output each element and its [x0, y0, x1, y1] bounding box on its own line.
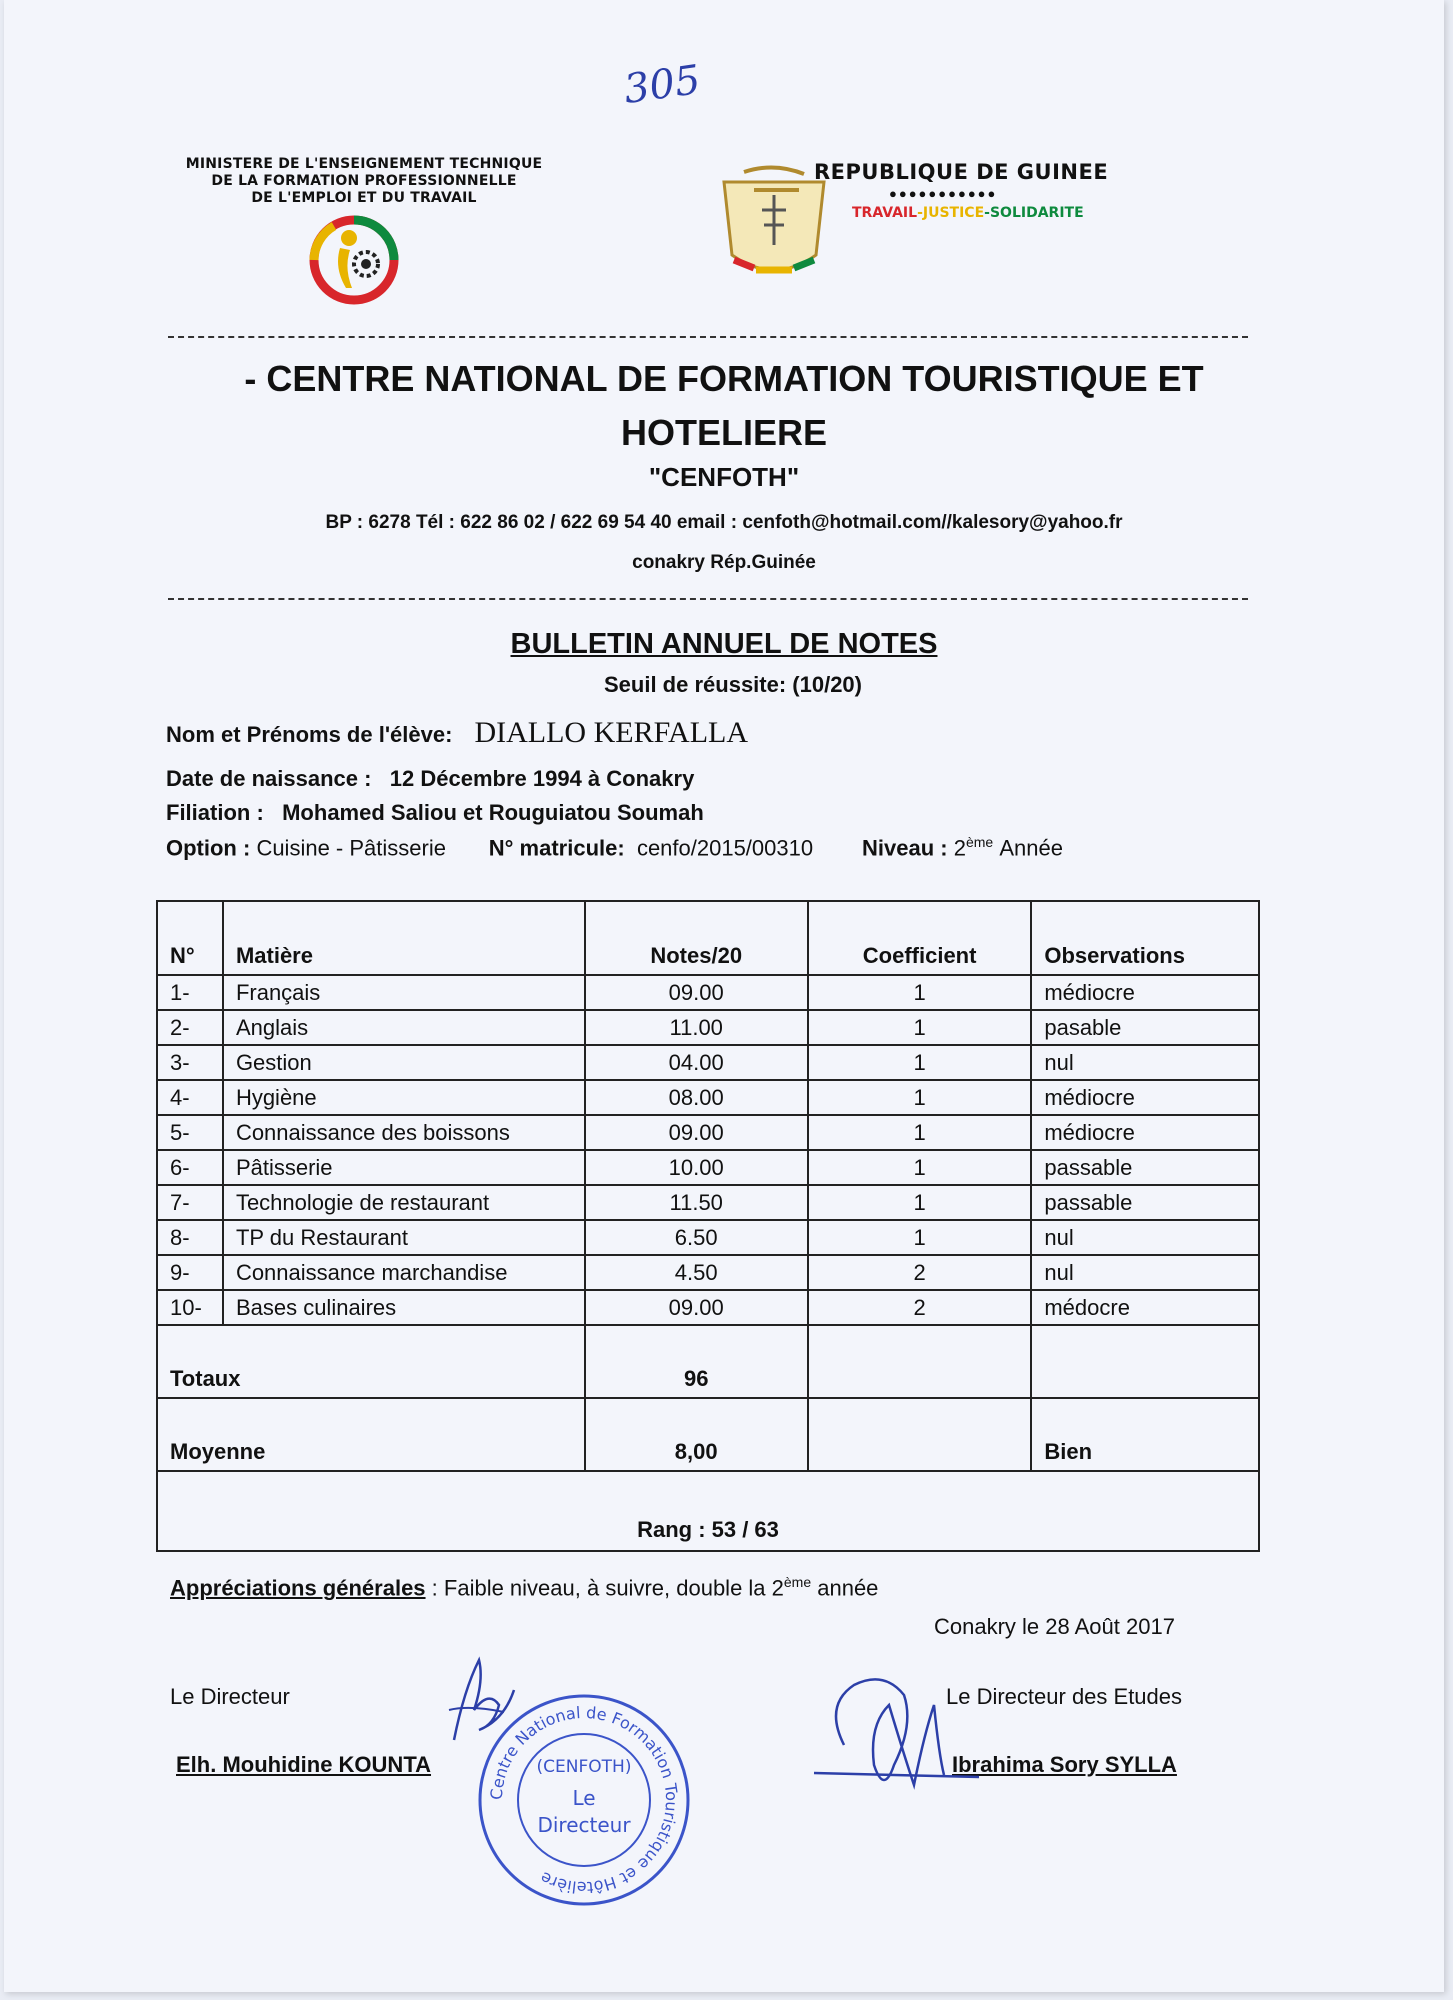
table-header-row — [157, 901, 1259, 975]
table-row — [157, 1010, 1259, 1045]
row-number: 10- — [157, 1290, 223, 1325]
average-observation: Bien — [1031, 1398, 1259, 1471]
row-observation: médiocre — [1031, 975, 1259, 1010]
row-grade: 09.00 — [585, 1290, 808, 1325]
row-coefficient: 1 — [808, 1115, 1031, 1150]
row-observation: médiocre — [1031, 1080, 1259, 1115]
republic-name: REPUBLIQUE DE GUINEE — [814, 160, 1109, 184]
table-row — [157, 1290, 1259, 1325]
row-observation: médiocre — [1031, 1115, 1259, 1150]
table-row — [157, 1220, 1259, 1255]
average-label: Moyenne — [157, 1398, 585, 1471]
ministry-line-3: DE L'EMPLOI ET DU TRAVAIL — [251, 190, 477, 206]
row-grade: 11.00 — [585, 1010, 808, 1045]
studies-director-signature — [804, 1665, 984, 1815]
level-label: Niveau : — [862, 835, 948, 861]
matricule-label: N° matricule: — [488, 835, 625, 861]
header-number: N° — [157, 901, 223, 975]
appreciation-text: Faible niveau, à suivre, double la 2 — [443, 1575, 784, 1601]
row-coefficient: 2 — [808, 1255, 1031, 1290]
ministry-line-1: MINISTERE DE L'ENSEIGNEMENT TECHNIQUE — [185, 156, 543, 172]
header-subject: Matière — [223, 901, 585, 975]
filiation-value: Mohamed Saliou et Rouguiatou Soumah — [282, 800, 704, 825]
stamp-acronym: (CENFOTH) — [536, 1757, 632, 1777]
row-subject: Technologie de restaurant — [223, 1185, 585, 1220]
row-observation: nul — [1031, 1255, 1259, 1290]
row-grade: 10.00 — [585, 1150, 808, 1185]
handwritten-number: 305 — [621, 56, 704, 114]
totals-value: 96 — [585, 1325, 808, 1398]
row-number: 5- — [157, 1115, 223, 1150]
option-line — [166, 834, 1063, 861]
motto-word-1: TRAVAIL — [852, 205, 918, 221]
appreciation-colon: : — [425, 1575, 444, 1601]
director-name: Elh. Mouhidine KOUNTA — [176, 1752, 432, 1777]
institution-contact: BP : 6278 Tél : 622 86 02 / 622 69 54 40 email : cenfoth@hotmail.com//kalesory@yahoo.fr — [325, 512, 1123, 533]
birth-line — [166, 766, 694, 792]
row-subject: Bases culinaires — [223, 1290, 585, 1325]
appreciation-superscript: ème — [783, 1574, 812, 1590]
appreciation-label: Appréciations générales — [170, 1575, 426, 1601]
row-subject: Pâtisserie — [223, 1150, 585, 1185]
row-coefficient: 1 — [808, 1185, 1031, 1220]
level-word: Année — [999, 835, 1063, 861]
header-observations: Observations — [1031, 901, 1259, 975]
row-number: 9- — [157, 1255, 223, 1290]
row-observation: nul — [1031, 1220, 1259, 1255]
document-page — [4, 0, 1444, 1992]
average-row — [157, 1398, 1259, 1471]
table-row — [157, 1080, 1259, 1115]
row-subject: Gestion — [223, 1045, 585, 1080]
totals-row — [157, 1325, 1259, 1398]
birth-value: 12 Décembre 1994 à Conakry — [389, 766, 695, 791]
totals-observation-cell — [1031, 1325, 1259, 1398]
director-signature — [434, 1650, 524, 1760]
rank-row — [157, 1471, 1259, 1551]
motto-word-2: JUSTICE — [922, 205, 985, 221]
row-coefficient: 1 — [808, 1150, 1031, 1185]
institution-name — [164, 352, 1284, 460]
ministry-line-2: DE LA FORMATION PROFESSIONNELLE — [211, 173, 517, 189]
row-coefficient: 1 — [808, 1220, 1031, 1255]
stamp-ring-text: Centre National de Formation Touristique et Hôtelière — [486, 1702, 682, 1898]
row-subject: Anglais — [223, 1010, 585, 1045]
birth-label: Date de naissance : — [166, 766, 372, 791]
rank-value: Rang : 53 / 63 — [157, 1471, 1259, 1551]
row-grade: 04.00 — [585, 1045, 808, 1080]
table-row — [157, 1115, 1259, 1150]
header-grade: Notes/20 — [585, 901, 808, 975]
row-grade: 08.00 — [585, 1080, 808, 1115]
header-coefficient: Coefficient — [808, 901, 1031, 975]
divider-top — [168, 336, 1248, 338]
row-number: 2- — [157, 1010, 223, 1045]
director-title: Le Directeur — [170, 1684, 290, 1709]
student-name-label: Nom et Prénoms de l'élève: — [166, 722, 453, 747]
filiation-label: Filiation : — [166, 800, 264, 825]
row-number: 1- — [157, 975, 223, 1010]
row-coefficient: 2 — [808, 1290, 1031, 1325]
institution-acronym: "CENFOTH" — [648, 462, 800, 492]
average-value: 8,00 — [585, 1398, 808, 1471]
institution-city: conakry Rép.Guinée — [632, 552, 816, 573]
stamp-line-2: Directeur — [537, 1813, 631, 1837]
row-number: 7- — [157, 1185, 223, 1220]
row-grade: 11.50 — [585, 1185, 808, 1220]
row-observation: médocre — [1031, 1290, 1259, 1325]
row-grade: 4.50 — [585, 1255, 808, 1290]
table-row — [157, 1255, 1259, 1290]
row-number: 3- — [157, 1045, 223, 1080]
level-superscript: ème — [965, 834, 994, 850]
matricule-value: cenfo/2015/00310 — [636, 835, 814, 861]
general-appreciation — [170, 1574, 878, 1601]
place-and-date: Conakry le 28 Août 2017 — [934, 1614, 1175, 1639]
motto-sep-1: - — [917, 205, 923, 221]
ministry-logo-icon — [304, 208, 414, 308]
table-row — [157, 975, 1259, 1010]
row-number: 4- — [157, 1080, 223, 1115]
republic-motto — [852, 205, 1084, 221]
row-grade: 6.50 — [585, 1220, 808, 1255]
bulletin-title: BULLETIN ANNUEL DE NOTES — [510, 628, 938, 660]
row-observation: passable — [1031, 1150, 1259, 1185]
studies-director-name: Ibrahima Sory SYLLA — [952, 1752, 1177, 1777]
republic-separator-dots: ●●●●●●●●●●● — [889, 186, 998, 201]
row-subject: Français — [223, 975, 585, 1010]
grades-table — [156, 900, 1260, 1552]
student-name-line — [166, 716, 748, 750]
row-observation: passable — [1031, 1185, 1259, 1220]
divider-bottom — [168, 598, 1248, 600]
table-row — [157, 1150, 1259, 1185]
motto-word-3: SOLIDARITE — [989, 205, 1084, 221]
level-number: 2 — [953, 835, 966, 861]
institution-name-line-1: - CENTRE NATIONAL DE FORMATION TOURISTIQUE ET — [244, 358, 1204, 399]
row-observation: pasable — [1031, 1010, 1259, 1045]
ministry-header — [164, 156, 564, 207]
row-grade: 09.00 — [585, 975, 808, 1010]
row-subject: Hygiène — [223, 1080, 585, 1115]
row-number: 8- — [157, 1220, 223, 1255]
row-subject: TP du Restaurant — [223, 1220, 585, 1255]
totals-label: Totaux — [157, 1325, 585, 1398]
row-coefficient: 1 — [808, 1010, 1031, 1045]
row-subject: Connaissance marchandise — [223, 1255, 585, 1290]
row-coefficient: 1 — [808, 1045, 1031, 1080]
average-coefficient-cell — [808, 1398, 1031, 1471]
filiation-line — [166, 800, 704, 826]
row-subject: Connaissance des boissons — [223, 1115, 585, 1150]
row-grade: 09.00 — [585, 1115, 808, 1150]
motto-sep-2: - — [984, 205, 990, 221]
stamp-line-1: Le — [572, 1786, 596, 1810]
row-coefficient: 1 — [808, 975, 1031, 1010]
row-observation: nul — [1031, 1045, 1259, 1080]
appreciation-text-end: année — [811, 1575, 879, 1601]
option-value: Cuisine - Pâtisserie — [256, 835, 446, 861]
pass-threshold: Seuil de réussite: (10/20) — [604, 672, 862, 697]
table-row — [157, 1185, 1259, 1220]
totals-coefficient-cell — [808, 1325, 1031, 1398]
student-name-value: DIALLO KERFALLA — [474, 716, 749, 749]
row-number: 6- — [157, 1150, 223, 1185]
institution-name-line-2: HOTELIERE — [620, 412, 827, 453]
option-label: Option : — [166, 835, 251, 861]
table-row — [157, 1045, 1259, 1080]
row-coefficient: 1 — [808, 1080, 1031, 1115]
studies-director-title: Le Directeur des Etudes — [946, 1684, 1183, 1709]
